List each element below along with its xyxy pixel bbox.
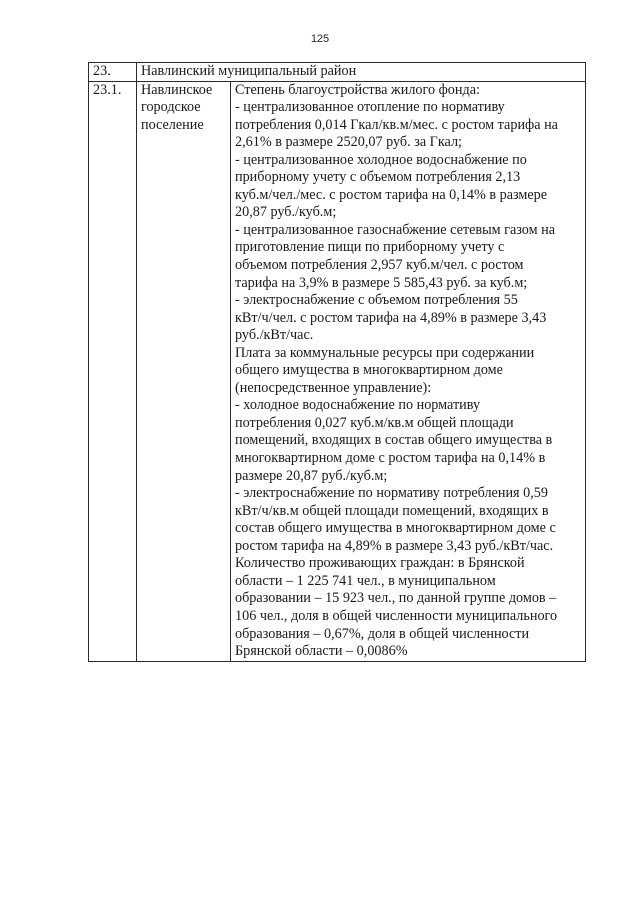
description-line: - централизованное отопление по нормативу: [235, 99, 505, 116]
description-cell: [231, 81, 586, 661]
description-line: - централизованное холодное водоснабжение по: [235, 151, 527, 168]
description-line: Плата за коммунальные ресурсы при содержании: [235, 344, 535, 361]
settlement-name: [137, 81, 231, 661]
district-title: Навлинский муниципальный район: [137, 63, 586, 82]
description-line: 20,87 руб./куб.м;: [235, 204, 337, 221]
table-header-row: [89, 63, 586, 82]
settlement-name-line: Навлинское: [141, 81, 213, 98]
tariff-table: [88, 62, 586, 662]
description-line: - централизованное газоснабжение сетевым газом на: [235, 221, 556, 238]
description-line: приборному учету с объемом потребления 2,13: [235, 169, 521, 186]
description-line: 2,61% в размере 2520,07 руб. за Гкал;: [235, 134, 462, 151]
description-line: образовании – 15 923 чел., по данной группе домов –: [235, 590, 557, 607]
description-line: объемом потребления 2,957 куб.м/чел. с ростом: [235, 257, 524, 274]
description-line: потребления 0,027 куб.м/кв.м общей площади: [235, 414, 514, 431]
page-number: 125: [310, 33, 330, 45]
description-line: - электроснабжение по нормативу потребления 0,59: [235, 485, 548, 502]
description-line: потребления 0,014 Гкал/кв.м/мес. с ростом тарифа на: [235, 116, 558, 133]
description-line: куб.м/чел./мес. с ростом тарифа на 0,14% в размере: [235, 186, 548, 203]
description-line: помещений, входящих в состав общего имущества в: [235, 432, 553, 449]
description-line: кВт/ч/кв.м общей площади помещений, входящих в: [235, 502, 549, 519]
description-line: - холодное водоснабжение по нормативу: [235, 397, 481, 414]
description-line: Брянской области – 0,0086%: [235, 643, 408, 660]
description-line: тарифа на 3,9% в размере 5 585,43 руб. за куб.м;: [235, 274, 528, 291]
description-line: (непосредственное управление):: [235, 379, 432, 396]
table-row: [89, 81, 586, 661]
description-line: Количество проживающих граждан: в Брянской: [235, 555, 525, 572]
description-line: области – 1 225 741 чел., в муниципальном: [235, 572, 496, 589]
description-line: многоквартирном доме с ростом тарифа на 0,14% в: [235, 450, 546, 467]
description-line: Степень благоустройства жилого фонда:: [235, 81, 480, 98]
description-line: состав общего имущества в многоквартирном доме с: [235, 520, 556, 537]
settlement-name-line: городское: [141, 99, 201, 116]
row-number: 23.1.: [89, 81, 137, 661]
description-line: руб./кВт/час.: [235, 327, 314, 344]
row-number: 23.: [89, 63, 137, 82]
description-line: ростом тарифа на 4,89% в размере 3,43 руб./кВт/час.: [235, 537, 554, 554]
description-line: общего имущества в многоквартирном доме: [235, 362, 503, 379]
settlement-name-line: поселение: [141, 116, 204, 133]
description-line: 106 чел., доля в общей численности муниципального: [235, 607, 558, 624]
description-line: приготовление пищи по приборному учету с: [235, 239, 505, 256]
description-line: образования – 0,67%, доля в общей численности: [235, 625, 530, 642]
description-line: кВт/ч/чел. с ростом тарифа на 4,89% в размере 3,43: [235, 309, 547, 326]
description-line: размере 20,87 руб./куб.м;: [235, 467, 388, 484]
description-line: - электроснабжение с объемом потребления 55: [235, 292, 518, 309]
